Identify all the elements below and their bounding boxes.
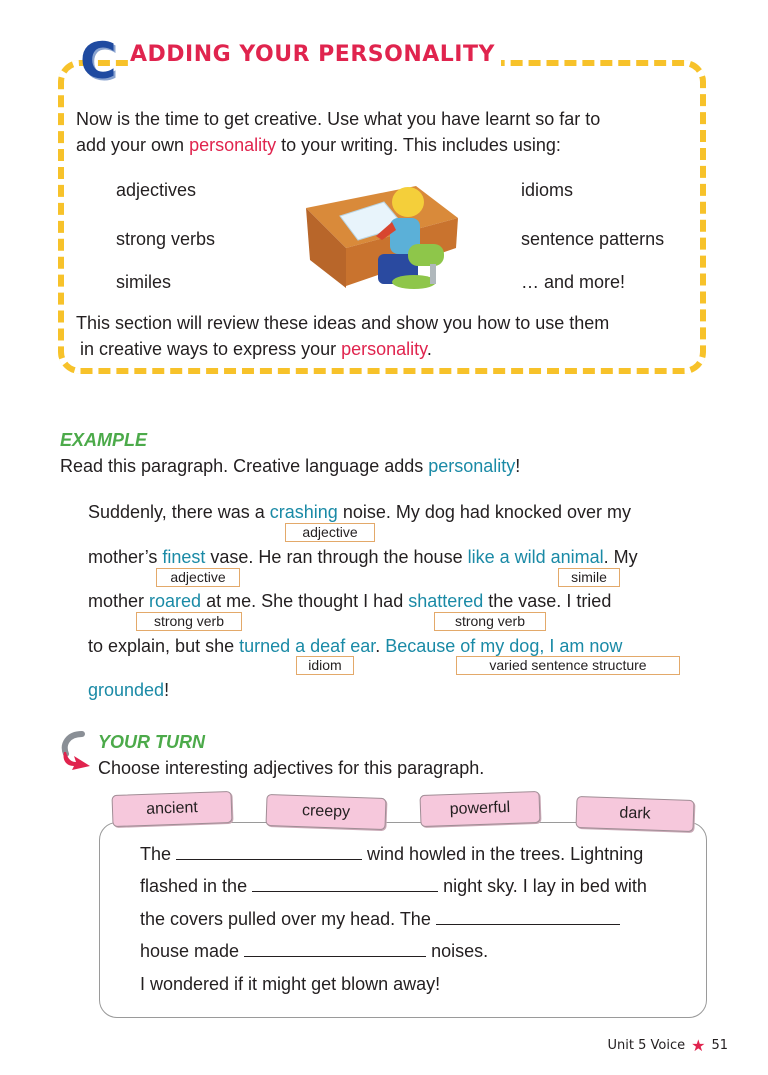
intro-line-2: [76, 132, 561, 158]
text: !: [164, 680, 170, 700]
blank-4[interactable]: [244, 941, 426, 957]
tag-simile: simile: [558, 568, 620, 587]
outro-line-2: [80, 336, 432, 362]
outro-line-1: This section will review these ideas and show you how to use them: [76, 313, 610, 333]
blank-3[interactable]: [436, 909, 620, 925]
text: mother’s: [88, 547, 163, 567]
tag-adjective: adjective: [285, 523, 375, 542]
blank-1[interactable]: [176, 844, 362, 860]
highlight-personality: personality: [189, 135, 277, 155]
fill-line-2: [140, 876, 647, 897]
tag-varied-sentence-structure: varied sentence structure: [456, 656, 680, 675]
tag-idiom: idiom: [296, 656, 354, 675]
text: flashed in the: [140, 876, 253, 896]
highlight-crashing: crashing: [269, 502, 338, 522]
section-title: ADDING YOUR PERSONALITY: [128, 42, 501, 67]
page-number: 51: [711, 1038, 728, 1053]
text: night sky. I lay in bed with: [438, 876, 647, 896]
your-turn-heading: YOUR TURN: [98, 732, 205, 752]
highlight-shattered: shattered: [408, 591, 484, 611]
your-turn-arrow-icon: [60, 730, 94, 770]
boy-writing-illustration: [296, 178, 462, 290]
highlight-personality: personality: [341, 339, 427, 359]
page-footer: [608, 1036, 728, 1055]
example-line-3: [88, 591, 611, 612]
star-icon: ★: [691, 1036, 706, 1055]
outro-text: in creative ways to express your: [80, 339, 342, 359]
text: house made: [140, 941, 245, 961]
example-line-2: [88, 547, 638, 568]
text: noise. My dog had knocked over my: [337, 502, 631, 522]
intro-line-1: Now is the time to get creative. Use what you have learnt so far to: [76, 109, 601, 129]
fill-line-5: I wondered if it might get blown away!: [140, 974, 441, 994]
highlight-turned-a-deaf-ear: turned a deaf ear: [239, 636, 376, 656]
list-item-similes: similes: [116, 272, 172, 292]
text: at me. She thought I had: [201, 591, 409, 611]
list-item-idioms: idioms: [521, 180, 574, 200]
intro-text: to your writing. This includes using:: [276, 135, 561, 155]
instruction-text: !: [515, 456, 521, 476]
blank-2[interactable]: [252, 876, 438, 892]
text: the covers pulled over my head. The: [140, 909, 436, 929]
tag-adjective: adjective: [156, 568, 240, 587]
example-line-4: [88, 636, 622, 657]
example-instruction: [60, 456, 520, 477]
text: wind howled in the trees. Lightning: [362, 844, 644, 864]
highlight-roared: roared: [149, 591, 202, 611]
fill-line-1: [140, 844, 643, 865]
text: vase. He ran through the house: [205, 547, 468, 567]
fill-line-4: [140, 941, 488, 962]
outro-text: .: [426, 339, 432, 359]
example-line-1: [88, 502, 631, 523]
text: the vase. I tried: [483, 591, 612, 611]
list-item-and-more: … and more!: [521, 272, 626, 292]
word-chip-ancient[interactable]: ancient: [111, 791, 232, 827]
tag-strong-verb: strong verb: [136, 612, 242, 631]
unit-label: Unit 5 Voice: [607, 1038, 686, 1053]
fill-line-3: [140, 909, 620, 930]
text: . My: [603, 547, 638, 567]
example-line-5: [88, 680, 169, 701]
example-heading: EXAMPLE: [60, 430, 148, 450]
highlight-finest: finest: [162, 547, 206, 567]
intro-text: add your own: [76, 135, 190, 155]
word-chip-dark[interactable]: dark: [575, 796, 694, 832]
text: .: [375, 636, 386, 656]
section-badge-c: C: [80, 32, 117, 90]
text: noises.: [426, 941, 489, 961]
list-item-strong-verbs: strong verbs: [116, 229, 216, 249]
text: Suddenly, there was a: [88, 502, 270, 522]
text: mother: [88, 591, 150, 611]
highlight-grounded: grounded: [88, 680, 165, 700]
text: The: [140, 844, 177, 864]
highlight-personality: personality: [428, 456, 516, 476]
list-item-sentence-patterns: sentence patterns: [521, 229, 665, 249]
your-turn-instruction: Choose interesting adjectives for this paragraph.: [98, 758, 485, 778]
highlight-like-a-wild-animal: like a wild animal: [467, 547, 604, 567]
list-item-adjectives: adjectives: [116, 180, 197, 200]
text: to explain, but she: [88, 636, 240, 656]
instruction-text: Read this paragraph. Creative language adds: [60, 456, 429, 476]
word-chip-powerful[interactable]: powerful: [419, 791, 540, 827]
tag-strong-verb: strong verb: [434, 612, 546, 631]
highlight-because-of-my-dog: Because of my dog, I am now: [385, 636, 623, 656]
word-chip-creepy[interactable]: creepy: [265, 794, 386, 830]
